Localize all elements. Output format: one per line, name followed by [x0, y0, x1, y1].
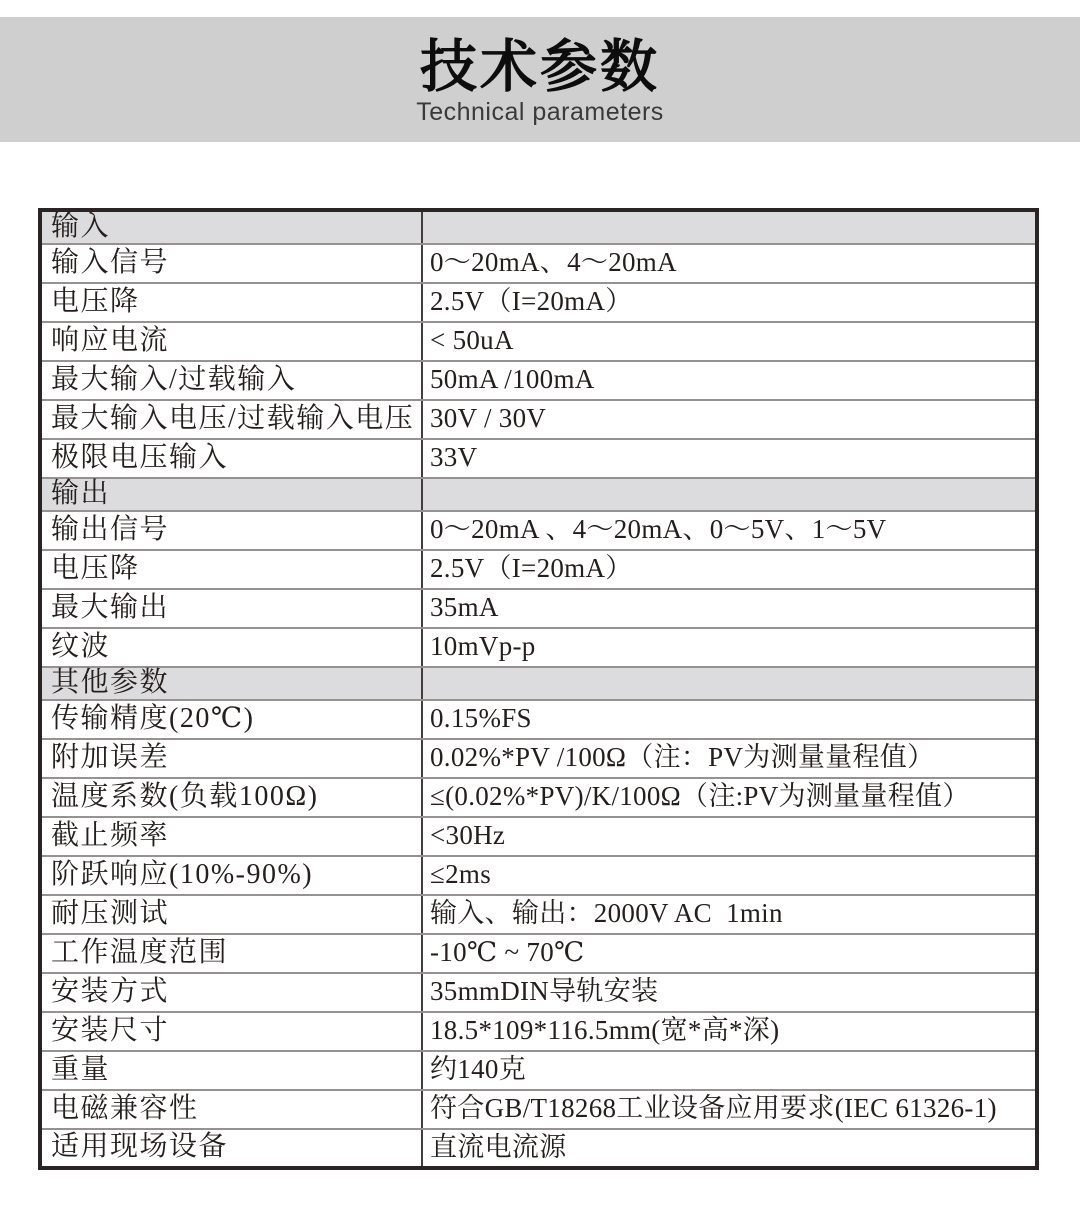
- param-value-cell: 0～20mA、4～20mA: [422, 244, 1037, 283]
- param-label-cell: 输入信号: [40, 244, 422, 283]
- param-value-cell: ≤2ms: [422, 856, 1037, 895]
- param-value-cell: 30V / 30V: [422, 400, 1037, 439]
- param-label-cell: 响应电流: [40, 322, 422, 361]
- param-value-cell: 约140克: [422, 1051, 1037, 1090]
- param-value-cell: 50mA /100mA: [422, 361, 1037, 400]
- section-title-cell: 输入: [40, 210, 422, 244]
- page-title: 技术参数: [420, 34, 660, 99]
- table-row: [40, 739, 1037, 778]
- param-value-cell: 输入、输出：2000V AC 1min: [422, 895, 1037, 934]
- param-label-cell: 最大输入电压/过载输入电压: [40, 400, 422, 439]
- param-label-cell: 适用现场设备: [40, 1129, 422, 1168]
- table-row: [40, 628, 1037, 667]
- section-empty-cell: [422, 667, 1037, 700]
- table-row: [40, 361, 1037, 400]
- table-row: [40, 1129, 1037, 1168]
- section-empty-cell: [422, 478, 1037, 511]
- param-value-cell: 0.15%FS: [422, 700, 1037, 739]
- param-label-cell: 工作温度范围: [40, 934, 422, 973]
- param-label-cell: 电磁兼容性: [40, 1090, 422, 1129]
- table-row: [40, 1012, 1037, 1051]
- param-value-cell: 0～20mA 、4～20mA、0～5V、1～5V: [422, 511, 1037, 550]
- param-label-cell: 纹波: [40, 628, 422, 667]
- param-value-cell: 2.5V（I=20mA）: [422, 283, 1037, 322]
- section-title-cell: 输出: [40, 478, 422, 511]
- param-value-cell: 18.5*109*116.5mm(宽*高*深): [422, 1012, 1037, 1051]
- table-row: [40, 1090, 1037, 1129]
- param-label-cell: 重量: [40, 1051, 422, 1090]
- param-label-cell: 安装方式: [40, 973, 422, 1012]
- section-header-row: [40, 478, 1037, 511]
- param-value-cell: 33V: [422, 439, 1037, 478]
- table-row: [40, 1051, 1037, 1090]
- table-row: [40, 700, 1037, 739]
- table-row: [40, 856, 1037, 895]
- param-value-cell: <30Hz: [422, 817, 1037, 856]
- param-value-cell: < 50uA: [422, 322, 1037, 361]
- spec-table-body: [40, 210, 1037, 1168]
- spec-table: [38, 208, 1039, 1170]
- param-label-cell: 温度系数(负载100Ω): [40, 778, 422, 817]
- table-row: [40, 400, 1037, 439]
- table-row: [40, 322, 1037, 361]
- param-value-cell: 符合GB/T18268工业设备应用要求(IEC 61326-1): [422, 1090, 1037, 1129]
- param-value-cell: ≤(0.02%*PV)/K/100Ω（注:PV为测量量程值）: [422, 778, 1037, 817]
- table-row: [40, 589, 1037, 628]
- param-value-cell: 35mA: [422, 589, 1037, 628]
- table-row: [40, 973, 1037, 1012]
- param-label-cell: 附加误差: [40, 739, 422, 778]
- section-header-row: [40, 210, 1037, 244]
- table-row: [40, 511, 1037, 550]
- table-row: [40, 550, 1037, 589]
- param-label-cell: 电压降: [40, 550, 422, 589]
- param-label-cell: 电压降: [40, 283, 422, 322]
- param-label-cell: 阶跃响应(10%-90%): [40, 856, 422, 895]
- param-value-cell: 直流电流源: [422, 1129, 1037, 1168]
- table-row: [40, 778, 1037, 817]
- param-value-cell: 2.5V（I=20mA）: [422, 550, 1037, 589]
- param-value-cell: -10℃ ~ 70℃: [422, 934, 1037, 973]
- section-title-cell: 其他参数: [40, 667, 422, 700]
- param-label-cell: 耐压测试: [40, 895, 422, 934]
- table-row: [40, 934, 1037, 973]
- param-label-cell: 最大输出: [40, 589, 422, 628]
- section-header-row: [40, 667, 1037, 700]
- page-subtitle: Technical parameters: [416, 97, 664, 126]
- table-row: [40, 817, 1037, 856]
- table-row: [40, 283, 1037, 322]
- param-label-cell: 传输精度(20℃): [40, 700, 422, 739]
- table-row: [40, 439, 1037, 478]
- section-empty-cell: [422, 210, 1037, 244]
- table-row: [40, 895, 1037, 934]
- param-value-cell: 0.02%*PV /100Ω（注：PV为测量量程值）: [422, 739, 1037, 778]
- title-band: [0, 17, 1080, 142]
- param-label-cell: 最大输入/过载输入: [40, 361, 422, 400]
- param-label-cell: 安装尺寸: [40, 1012, 422, 1051]
- spec-table-container: [38, 208, 1035, 1170]
- table-row: [40, 244, 1037, 283]
- param-label-cell: 截止频率: [40, 817, 422, 856]
- param-label-cell: 输出信号: [40, 511, 422, 550]
- param-value-cell: 10mVp-p: [422, 628, 1037, 667]
- param-label-cell: 极限电压输入: [40, 439, 422, 478]
- param-value-cell: 35mmDIN导轨安装: [422, 973, 1037, 1012]
